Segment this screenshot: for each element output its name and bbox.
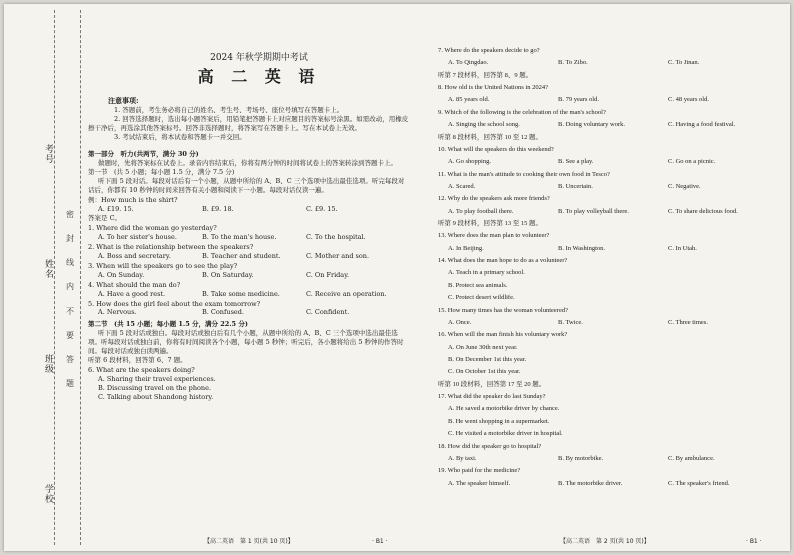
question-19-options: [438, 480, 778, 489]
material-10-note: 听第 10 段材料，回答第 17 至 20 题。: [438, 380, 546, 388]
option: B. To Zibo.: [558, 59, 588, 67]
option: B. Take some medicine.: [202, 289, 280, 298]
option: C. £9. 15.: [306, 204, 338, 213]
question-13-options: [438, 245, 778, 254]
option: C. Talking about Shandong history.: [98, 393, 214, 402]
question-2-options: [88, 252, 410, 261]
option: C. Protect desert wildlife.: [448, 294, 515, 302]
question-10: 10. What will the speakers do this weekend?: [438, 145, 554, 153]
option: A. To Qingdao.: [448, 59, 489, 67]
subject-title: 高 二 英 语: [197, 67, 321, 87]
option: A. Boss and secretary.: [98, 251, 171, 260]
part1-intro: 做题时，先将答案标在试卷上。录音内容结束后，你将有两分钟的时间将试卷上的答案转涂到答题卡上。: [98, 158, 397, 167]
option: B. In Washington.: [558, 244, 606, 252]
section1-intro: 听下面 5 段对话。每段对话后有一个小题，从题中所给的 A、B、C 三个选项中选出最佳选项。听完每段对话后，你都有 10 秒钟的时间来回答有关小题和阅读下一小题。每段对话仅读一遍。: [88, 176, 405, 194]
option: C. By ambulance.: [668, 454, 715, 462]
option: C. To Jinan.: [668, 59, 700, 67]
option: A. Scared.: [448, 182, 476, 190]
notice-item: 2. 回答选择题时，选出每小题答案后，用铅笔把答题卡上对应题目的答案标号涂黑。如需改动，用橡皮擦干净后，再选涂其他答案标号。回答非选择题时，将答案写在答题卡上。写在本试卷上无效。: [88, 115, 409, 133]
option: A. Go shopping.: [448, 158, 491, 166]
question-18-options: [438, 455, 778, 464]
notice-block: [88, 96, 410, 142]
option: C. On October 1st this year.: [448, 368, 521, 376]
question-6-options: [88, 375, 410, 402]
question-5: 5. How does the girl feel about the exam tomorrow?: [88, 299, 261, 308]
question-3: 3. When will the speakers go to see the play?: [88, 261, 238, 270]
question-8: 8. How old is the United Nations in 2024?: [438, 84, 548, 92]
option: A. 85 years old.: [448, 96, 490, 104]
option: A. The speaker himself.: [448, 479, 511, 487]
option: C. In Utah.: [668, 244, 697, 252]
footer-left-code: · B1 ·: [372, 538, 388, 545]
option: A. Once.: [448, 318, 472, 326]
section2-intro: 听下面 5 段对话或独白。每段对话或独白后有几个小题，从题中所给的 A、B、C 三个选项中选出最佳选项。听每段对话或独白前，你将有时间阅读各个小题，每小题 5 秒钟；听完后，各小题将给出 5 秒钟的作答时间。每段对话或独白读两遍。: [88, 329, 404, 356]
xingming-label: 姓名: [43, 259, 53, 279]
option: B. On December 1st this year.: [448, 355, 527, 363]
option: C. Confident.: [306, 308, 350, 317]
question-15-options: [438, 319, 778, 328]
option: C. To the hospital.: [306, 232, 366, 241]
xuexiao-label: 学校: [43, 484, 53, 504]
question-12: 12. Why do the speakers ask more friends?: [438, 195, 550, 203]
option: A. Sharing their travel experiences.: [98, 375, 216, 384]
notice-item: 3. 考试结束后，将本试卷和答题卡一并交回。: [114, 133, 246, 142]
option: B. The motorbike driver.: [558, 479, 623, 487]
exam-title: 2024 年秋学期期中考试: [210, 53, 308, 63]
question-2: 2. What is the relationship between the speakers?: [88, 242, 254, 251]
seal-char: 内: [66, 282, 74, 292]
option: A. Have a good rest.: [98, 289, 166, 298]
option: A. In Beijing.: [448, 244, 484, 252]
material-8-note: 听第 8 段材料，回答第 10 至 12 题。: [438, 133, 542, 141]
question-13: 13. Where does the man plan to volunteer?: [438, 232, 550, 240]
option: A. To play football there.: [448, 207, 514, 215]
notice-item: 1. 答题前，考生务必将自己的姓名、考生号、考场号、座位号填写在答题卡上。: [114, 106, 344, 115]
example-question: 例：How much is the shirt?: [88, 195, 178, 204]
question-4-options: [88, 290, 410, 299]
option: A. On June 30th next year.: [448, 343, 518, 351]
question-9-options: [438, 121, 778, 130]
option: C. Three times.: [668, 318, 708, 326]
section1-heading: 第一节 (共 5 小题；每小题 1.5 分，满分 7.5 分): [88, 167, 235, 176]
question-8-options: [438, 96, 778, 105]
question-18: 18. How did the speaker go to hospital?: [438, 442, 542, 450]
option: A. By taxi.: [448, 454, 477, 462]
option: B. 79 years old.: [558, 96, 599, 104]
question-3-options: [88, 271, 410, 280]
left-column: [88, 52, 410, 402]
option: C. Receive an operation.: [306, 289, 387, 298]
seal-char: 不: [66, 306, 74, 316]
question-1-options: [88, 233, 410, 242]
seal-char: 密: [66, 210, 74, 219]
option: A. Teach in a primary school.: [448, 269, 525, 277]
option: B. Teacher and student.: [202, 251, 281, 260]
question-11: 11. What is the man's attitude to cooking their own food in Tesco?: [438, 170, 610, 178]
exam-sheet: [4, 4, 790, 551]
section2-heading: 第二节 (共 15 小题；每小题 1.5 分，满分 22.5 分): [88, 320, 248, 329]
kaohao-label: 考号: [43, 144, 53, 164]
option: B. To the man's house.: [202, 232, 277, 241]
option: C. Go on a picnic.: [668, 158, 716, 166]
option: B. See a play.: [558, 158, 594, 166]
question-16: 16. When will the man finish his voluntary work?: [438, 331, 568, 339]
option: C. He visited a motorbike driver in hospital.: [448, 430, 563, 438]
question-19: 19. Who paid for the medicine?: [438, 467, 521, 475]
question-7: 7. Where do the speakers decide to go?: [438, 47, 540, 54]
example-answer: 答案是 C。: [88, 213, 122, 222]
material-6-note: 听第 6 段材料，回答第 6、7 题。: [88, 356, 187, 365]
option: C. 48 years old.: [668, 96, 709, 104]
option: B. By motorbike.: [558, 454, 604, 462]
question-6: 6. What are the speakers doing?: [88, 366, 195, 375]
question-12-options: [438, 208, 778, 217]
binding-line-inner: [80, 10, 81, 545]
option: C. The speaker's friend.: [668, 479, 730, 487]
option: B. Uncertain.: [558, 182, 593, 190]
option: B. On Saturday.: [202, 270, 254, 279]
question-1: 1. Where did the woman go yesterday?: [88, 223, 217, 232]
option: C. Negative.: [668, 182, 701, 190]
question-5-options: [88, 308, 410, 317]
option: C. Mother and son.: [306, 251, 370, 260]
footer-left: 【高二英语 第 1 页(共 10 页)】: [204, 538, 294, 545]
question-9: 9. Which of the following is the celebration of the man's school?: [438, 108, 606, 116]
option: A. £19. 15.: [98, 204, 134, 213]
footer-right: 【高二英语 第 2 页(共 10 页)】: [560, 538, 650, 545]
option: B. Protect sea animals.: [448, 281, 508, 289]
footer-right-code: · B1 ·: [746, 538, 762, 545]
option: A. On Sunday.: [98, 270, 145, 279]
option: C. Having a food festival.: [668, 121, 736, 129]
question-7-options: [438, 59, 778, 68]
option: C. To share delicious food.: [668, 207, 738, 215]
option: C. On Friday.: [306, 270, 350, 279]
material-7-note: 听第 7 段材料，回答第 8、9 题。: [438, 71, 533, 79]
material-9-note: 听第 9 段材料，回答第 13 至 15 题。: [438, 220, 542, 228]
option: A. To her sister's house.: [98, 232, 177, 241]
seal-char: 封: [66, 234, 74, 244]
option: B. To play volleyball there.: [558, 207, 629, 215]
option: A. He saved a motorbike driver by chance.: [448, 405, 560, 413]
notice-heading: 注意事项:: [108, 96, 139, 106]
option: B. He went shopping in a supermarket.: [448, 417, 550, 425]
right-column: [438, 47, 778, 489]
part1-heading: 第一部分 听力(共两节，满分 30 分): [88, 150, 199, 159]
seal-char: 要: [66, 330, 74, 340]
question-15: 15. How many times has the woman volunteered?: [438, 306, 568, 314]
question-4: 4. What should the man do?: [88, 280, 181, 289]
seal-char: 题: [66, 378, 74, 388]
question-10-options: [438, 158, 778, 167]
question-11-options: [438, 183, 778, 192]
question-17: 17. What did the speaker do last Sunday?: [438, 393, 546, 401]
seal-char: 答: [66, 354, 74, 364]
example-options: [88, 205, 410, 214]
seal-line-text: [66, 209, 74, 389]
option: B. Twice.: [558, 318, 583, 326]
option: A. Nervous.: [98, 308, 137, 317]
option: B. Doing voluntary work.: [558, 121, 625, 129]
banji-label: 班级: [43, 354, 53, 374]
option: B. Discussing travel on the phone.: [98, 384, 212, 393]
question-14: 14. What does the man hope to do as a volunteer?: [438, 257, 568, 265]
option: B. Confused.: [202, 308, 244, 317]
option: A. Singing the school song.: [448, 121, 520, 129]
seal-char: 线: [66, 258, 74, 268]
option: B. £9. 18.: [202, 204, 234, 213]
